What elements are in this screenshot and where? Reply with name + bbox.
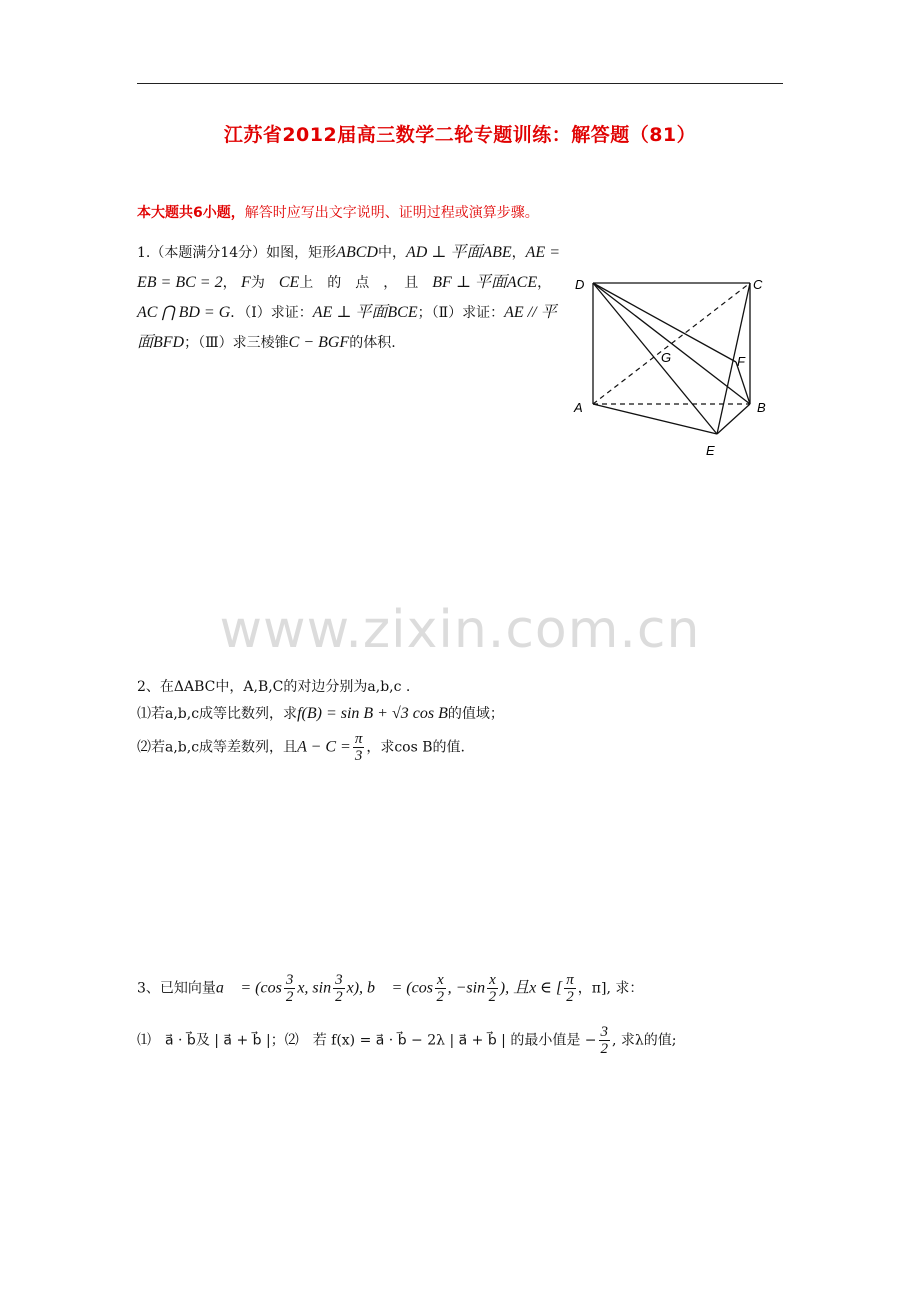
q2-line3 [137, 731, 465, 764]
q2-line1: 2、在ΔABC中，A,B,C的对边分别为a,b,c . [137, 679, 411, 695]
q3-f4n: x [489, 972, 496, 988]
geometry-figure [565, 268, 775, 463]
q3-f5n: π [566, 972, 574, 988]
header-rule [137, 83, 783, 84]
label-D: D [575, 277, 585, 292]
q1-t2: ， [511, 245, 526, 261]
q1-t4: 为 [250, 275, 265, 291]
q2-line2a: ⑴若a,b,c成等比数列，求 [137, 706, 298, 722]
q3-line1c: x, sin [297, 979, 332, 997]
q2-formula: f(B) = sin B + √3 cos B [297, 705, 448, 722]
edge-AE [593, 404, 717, 434]
instructions-rest: 解答时应写出文字说明、证明过程或演算步骤。 [244, 205, 539, 221]
q1-t10: 的体积. [349, 335, 396, 351]
q1-t5: 上 的 点 ， 且 [299, 275, 419, 291]
q3-line1b: a⃗ = (cos [215, 979, 282, 997]
label-E: E [706, 443, 715, 458]
q2-line3a: ⑵若a,b,c成等差数列，且 [137, 739, 298, 756]
q2-frac-num: π [354, 731, 363, 747]
q1-cond7: C − BGF [288, 334, 350, 351]
q3-line1 [137, 972, 643, 1005]
q3-f3n: x [436, 972, 444, 988]
q3-f6n: 3 [600, 1024, 609, 1040]
edge-DE [593, 283, 717, 434]
q1-cond1: AD ⊥ 平面ABE [405, 244, 512, 261]
q2-line2c: 的值域； [447, 706, 504, 722]
q3-frac2 [333, 972, 345, 1005]
q1-cond5: AE ⊥ 平面BCE [312, 304, 418, 321]
q3-frac5 [564, 972, 576, 1005]
q3-line1g: ，π], 求： [577, 980, 644, 997]
q3-f1d: 2 [285, 989, 294, 1005]
q3-line1d: x), b⃗ = (cos [346, 979, 433, 997]
question-1 [137, 238, 562, 358]
q3-frac4 [487, 972, 498, 1005]
q3-frac1 [284, 972, 296, 1005]
label-F: F [737, 354, 745, 369]
label-A: A [574, 400, 583, 415]
label-G: G [661, 350, 672, 365]
q3-f2n: 3 [335, 972, 343, 988]
label-C: C [753, 277, 763, 292]
q2-line2 [137, 703, 504, 723]
q3-frac6 [599, 1024, 611, 1057]
q3-line1e: , −sin [447, 979, 486, 997]
label-B: B [757, 400, 766, 415]
q3-line2a: ⑴ a⃗ · b⃗及 | a⃗ + b⃗ |；⑵ 若 f(x) = a⃗ · b⃗ − 2λ | a⃗ + b⃗ | 的最小值是 − [137, 1032, 597, 1049]
q3-line2b: , 求λ的值; [612, 1032, 677, 1049]
q1-t7: ．（Ⅰ）求证： [230, 305, 313, 321]
watermark: www.zixin.com.cn [219, 600, 701, 660]
q1-t6: ， [537, 275, 552, 291]
q2-frac [353, 731, 365, 764]
q3-line1f: ), 且x ∈ [ [499, 979, 563, 997]
q3-f6d: 2 [600, 1041, 609, 1057]
q1-F: F [241, 274, 251, 291]
q1-lead: 1.（本题满分14分）如图，矩形 [137, 245, 337, 261]
edge-CE [717, 283, 750, 434]
q2-line3c: ，求cos B的值. [366, 739, 465, 756]
q3-frac3 [435, 972, 446, 1005]
q3-f5d: 2 [566, 989, 574, 1005]
q1-cond2: AE = EB = BC = 2 [137, 244, 560, 291]
q1-t1: 中， [377, 245, 406, 261]
q3-f2d: 2 [335, 989, 343, 1005]
page-title: 江苏省2012届高三数学二轮专题训练：解答题（81） [223, 124, 697, 146]
q3-f1n: 3 [285, 972, 294, 988]
instructions-bold: 本大题共6小题， [137, 205, 245, 221]
q1-t3: ， [222, 275, 237, 291]
q3-f4d: 2 [488, 989, 497, 1005]
q1-rect: ABCD [336, 244, 378, 261]
q2-line3b: A − C = [297, 738, 351, 756]
q1-CE: CE [278, 274, 300, 291]
instructions [137, 202, 539, 222]
q3-line1a: 3、已知向量 [137, 980, 216, 997]
q1-cond3: BF ⊥ 平面ACE [432, 274, 538, 291]
q1-cond6: AE // 平面BFD [137, 304, 557, 351]
q3-line2 [137, 1024, 677, 1057]
q3-f3d: 2 [436, 989, 445, 1005]
q1-t8: ；（Ⅱ）求证： [417, 305, 505, 321]
q2-frac-den: 3 [354, 748, 363, 764]
q1-t9: ；（Ⅲ）求三棱锥 [184, 335, 289, 351]
q1-cond4: AC ⋂ BD = G [137, 304, 231, 321]
